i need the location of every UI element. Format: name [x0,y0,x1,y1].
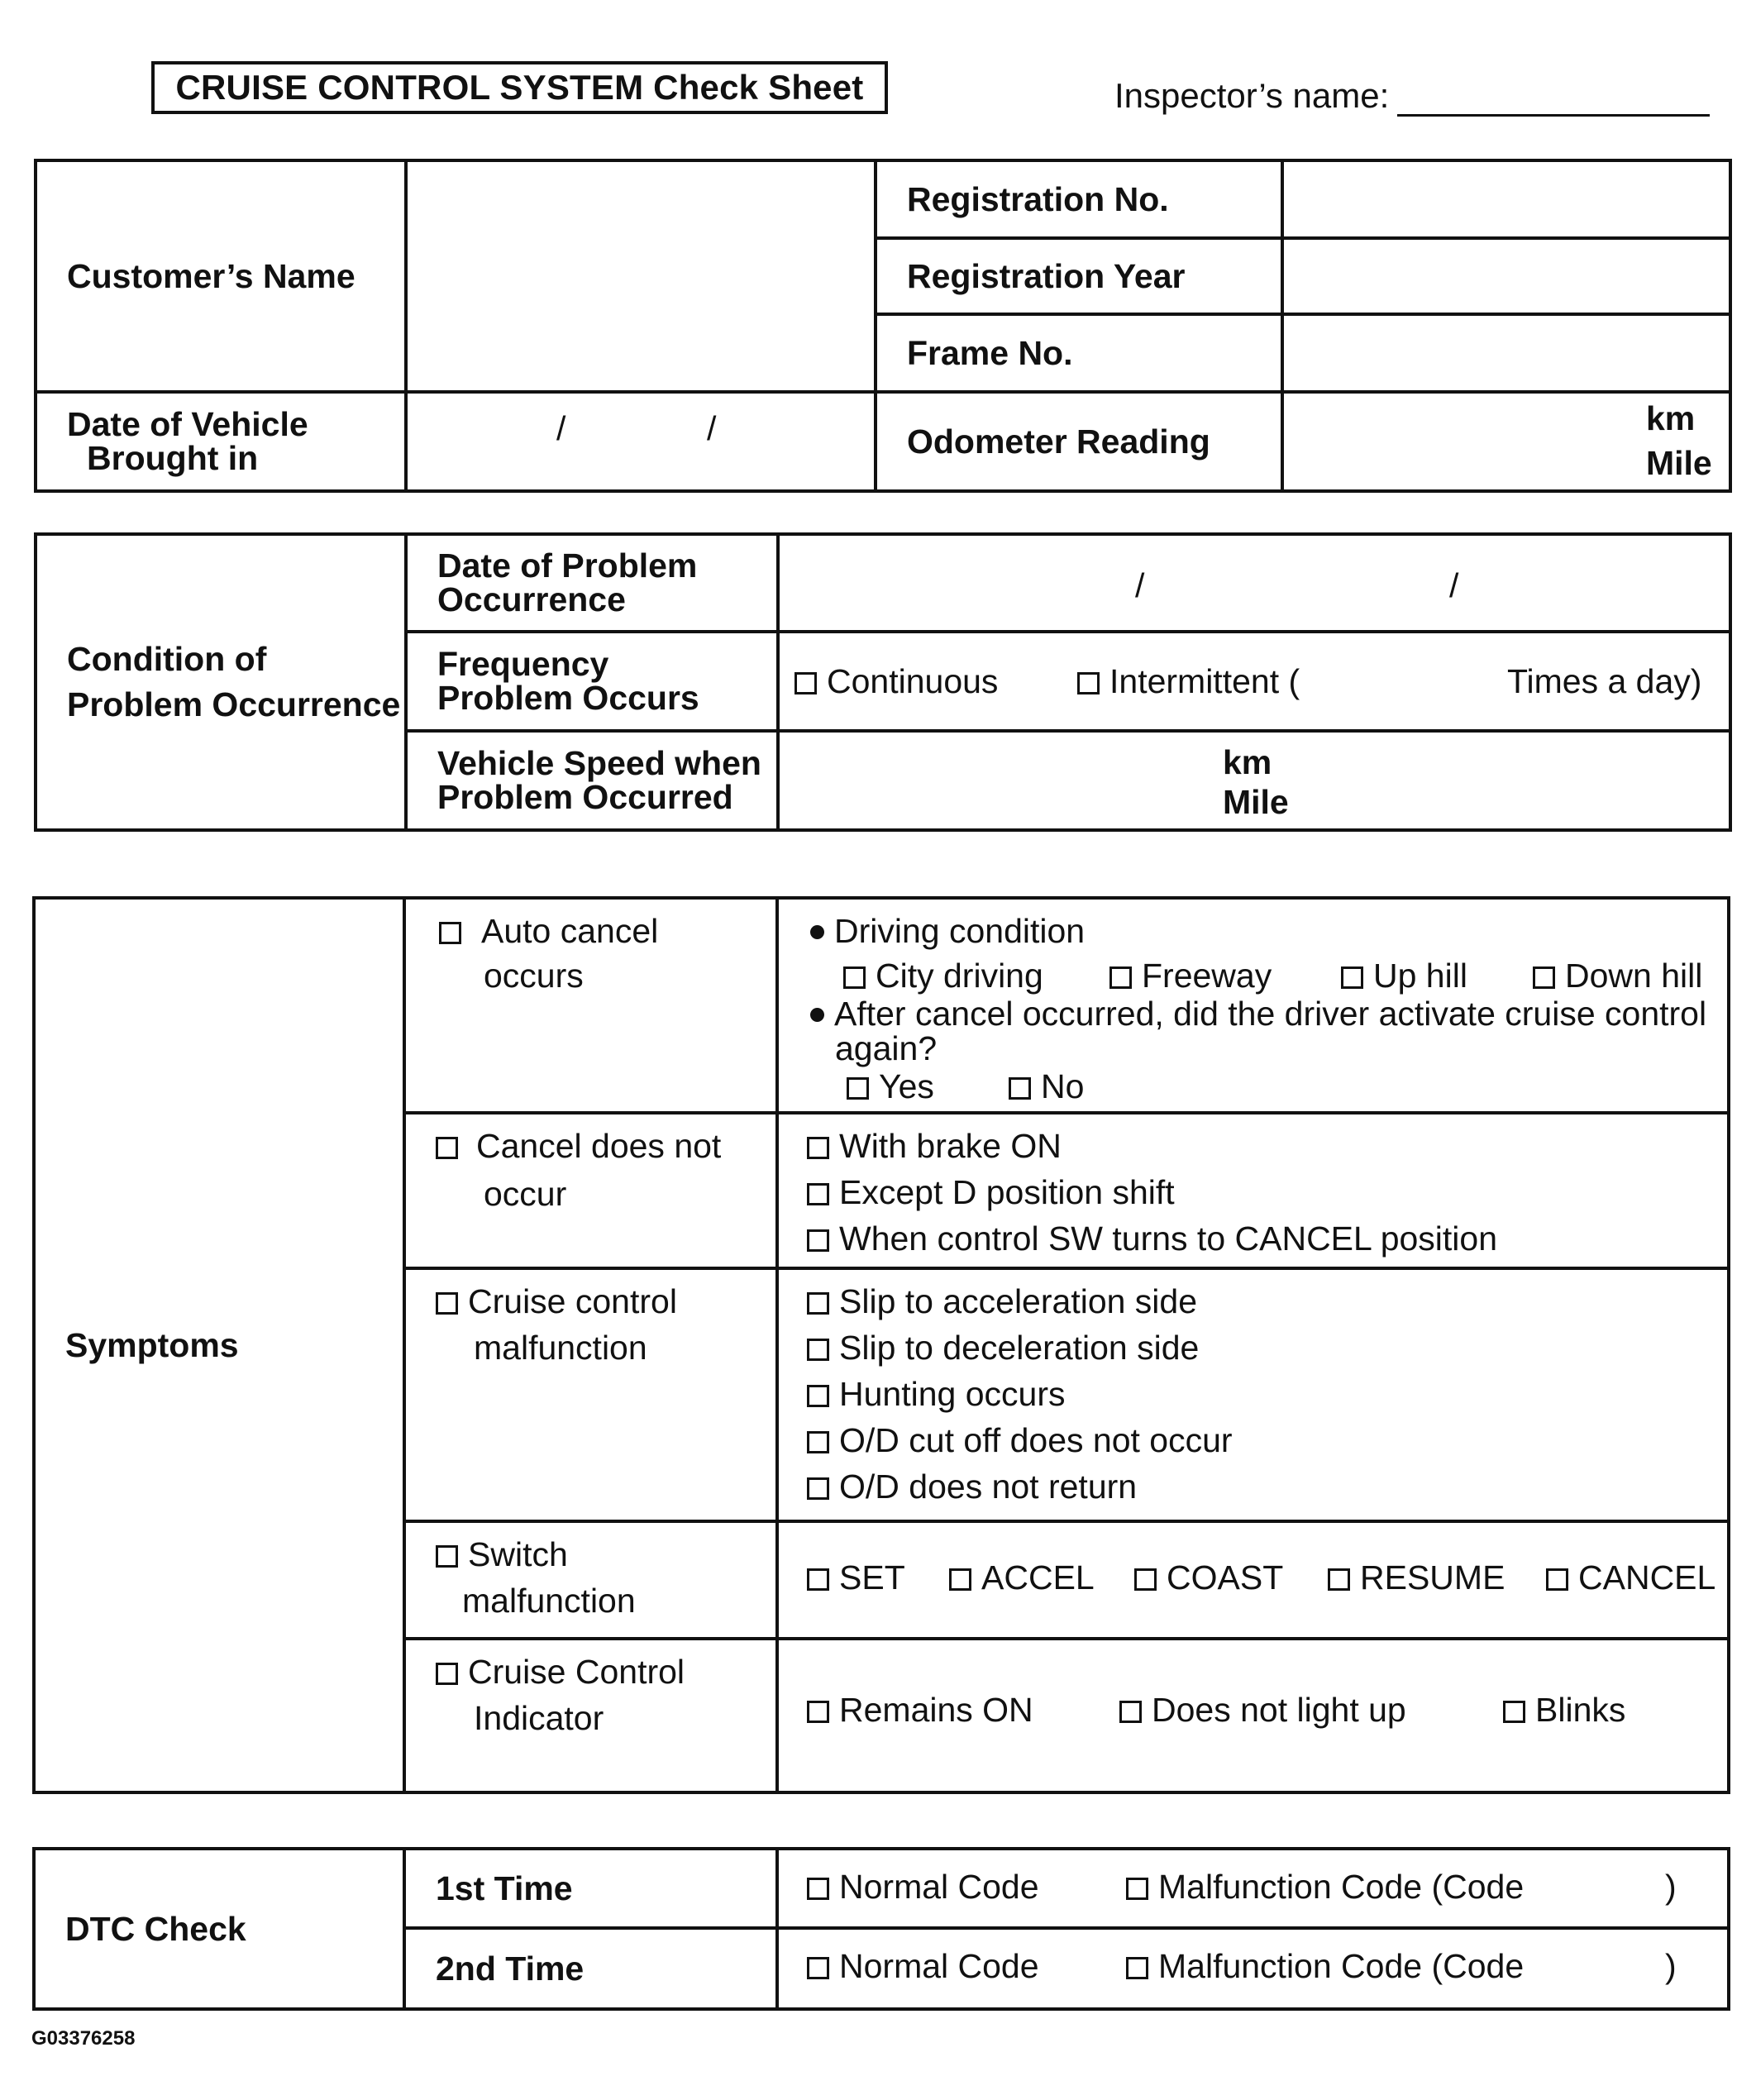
date-brought-label-line1: Date of Vehicle [67,405,308,443]
cruise-malfunction-cell [404,1268,777,1521]
except-d-position-option[interactable]: Except D position shift [807,1176,1175,1210]
checkbox[interactable] [1134,1568,1157,1591]
inspector-name-label: Inspector’s name: [1114,76,1390,115]
checkbox[interactable] [436,1137,458,1159]
condition-label-cell [36,534,406,830]
switch-options-cell [777,1521,1729,1639]
odometer-unit-km: km [1646,399,1696,437]
checkbox[interactable] [807,1878,829,1900]
checkbox[interactable] [436,1292,458,1315]
indicator-label-line2: Indicator [474,1699,604,1737]
frame-no-field[interactable] [1282,314,1730,392]
accel-option[interactable]: ACCEL [949,1561,1095,1595]
cruise-malfunction-label-line2: malfunction [474,1329,647,1367]
dtc-label-cell [34,1849,404,2009]
hunting-occurs-option[interactable]: Hunting occurs [807,1377,1065,1411]
customer-name-label-cell [36,160,406,392]
registration-year-label: Registration Year [907,256,1186,295]
driving-condition-label: Driving condition [810,914,1085,948]
switch-malfunction-cell [404,1521,777,1639]
second-time-options-cell [777,1928,1729,2009]
problem-date-field[interactable] [778,534,1730,632]
up-hill-option[interactable]: Up hill [1341,959,1467,993]
set-option[interactable]: SET [807,1561,905,1595]
sheet-title: CRUISE CONTROL SYSTEM Check Sheet [151,61,888,114]
cancel-option[interactable]: CANCEL [1546,1561,1715,1595]
checkbox[interactable] [807,1339,829,1361]
condition-label-line2: Problem Occurrence [67,685,401,723]
first-time-label-cell [404,1849,777,1928]
symptoms-table [32,896,1730,1794]
checkbox[interactable] [436,1545,458,1568]
cancel-not-occur-cell [404,1113,777,1268]
switch-malfunction-label-line2: malfunction [462,1582,636,1620]
odometer-label: Odometer Reading [907,422,1210,461]
auto-cancel-option[interactable]: Auto cancel [439,914,658,948]
registration-no-field[interactable] [1282,160,1730,238]
inspector-name-field[interactable] [1397,114,1710,117]
frequency-label-line2: Problem Occurs [437,679,699,717]
freeway-option[interactable]: Freeway [1109,959,1272,993]
frame-no-label: Frame No. [907,333,1073,372]
dtc-check-table [32,1847,1730,2011]
problem-date-label-line1: Date of Problem [437,546,698,585]
condition-table [34,532,1732,832]
second-time-label-cell [404,1928,777,2009]
checkbox[interactable] [847,1077,869,1100]
registration-year-field[interactable] [1282,238,1730,314]
symptoms-label: Symptoms [65,1325,239,1364]
auto-cancel-label-line2: occurs [484,957,584,995]
speed-label-line2: Problem Occurred [437,778,733,816]
customer-name-field[interactable] [406,160,876,392]
dtc-check-label: DTC Check [65,1909,246,1948]
second-time-label: 2nd Time [436,1949,585,1988]
bullet-icon [810,925,824,939]
bullet-icon [810,1008,824,1022]
checkbox[interactable] [807,1431,829,1453]
checkbox[interactable] [1126,1878,1148,1900]
intermittent-option[interactable]: Intermittent ( [1077,665,1300,699]
coast-option[interactable]: COAST [1134,1561,1283,1595]
times-a-day-label: Times a day) [1507,662,1702,700]
checkbox[interactable] [1109,966,1132,989]
indicator-options-cell [777,1639,1729,1792]
slip-deceleration-option[interactable]: Slip to deceleration side [807,1331,1199,1365]
speed-unit-mile: Mile [1223,783,1289,821]
second-malfunction-code-option[interactable]: Malfunction Code (Code [1126,1950,1524,1983]
close-paren: ) [1665,1947,1677,1985]
checkbox[interactable] [1077,672,1100,694]
frame-no-label-cell [876,314,1282,392]
odometer-unit-mile: Mile [1646,444,1712,482]
switch-malfunction-option[interactable]: Switch [436,1538,568,1572]
indicator-option[interactable]: Cruise Control [436,1655,685,1689]
registration-year-label-cell [876,238,1282,314]
checkbox[interactable] [843,966,866,989]
checkbox[interactable] [1341,966,1363,989]
reactivate-question-line2: again? [835,1029,938,1067]
does-not-light-up-option[interactable]: Does not light up [1119,1693,1406,1727]
first-time-label: 1st Time [436,1869,573,1907]
frequency-options-cell [778,632,1730,731]
speed-label-line1: Vehicle Speed when [437,744,761,782]
odometer-label-cell [876,392,1282,491]
yes-option[interactable]: Yes [847,1070,934,1104]
no-option[interactable]: No [1009,1070,1084,1104]
checkbox[interactable] [1546,1568,1568,1591]
vehicle-info-table [34,159,1732,493]
first-time-options-cell [777,1849,1729,1928]
registration-no-label: Registration No. [907,179,1169,218]
symptoms-label-cell [34,898,404,1792]
continuous-option[interactable]: Continuous [794,665,998,699]
checkbox[interactable] [807,1183,829,1205]
speed-label-cell [406,731,778,830]
indicator-cell [404,1639,777,1792]
date-brought-field[interactable] [406,392,876,491]
blinks-option[interactable]: Blinks [1503,1693,1625,1727]
down-hill-option[interactable]: Down hill [1533,959,1702,993]
cruise-malfunction-option[interactable]: Cruise control [436,1285,677,1319]
cancel-not-occur-label-line2: occur [484,1175,567,1213]
registration-no-label-cell [876,160,1282,238]
date-separator: / [556,409,566,447]
checkbox[interactable] [794,672,817,694]
checkbox[interactable] [1533,966,1555,989]
customer-name-label: Customer’s Name [67,256,355,295]
date-brought-label-line2: Brought in [87,439,259,477]
frequency-label-line1: Frequency [437,645,609,683]
checkbox[interactable] [807,1477,829,1500]
checkbox[interactable] [807,1701,829,1723]
remains-on-option[interactable]: Remains ON [807,1693,1033,1727]
reactivate-question: After cancel occurred, did the driver activate cruise control [810,997,1706,1031]
checkbox[interactable] [1119,1701,1142,1723]
city-driving-option[interactable]: City driving [843,959,1043,993]
resume-option[interactable]: RESUME [1328,1561,1505,1595]
figure-id: G03376258 [31,2027,136,2050]
checkbox[interactable] [807,1137,829,1159]
odometer-field[interactable] [1282,392,1730,491]
cancel-not-occur-option[interactable]: Cancel does not [436,1129,721,1163]
checkbox[interactable] [1328,1568,1350,1591]
date-brought-label-cell [36,392,406,491]
speed-unit-km: km [1223,743,1272,781]
date-separator: / [1135,566,1145,604]
checkbox[interactable] [1009,1077,1031,1100]
checkbox[interactable] [807,1385,829,1407]
close-paren: ) [1665,1868,1677,1906]
auto-cancel-cell [404,898,777,1113]
with-brake-on-option[interactable]: With brake ON [807,1129,1062,1163]
checkbox[interactable] [807,1568,829,1591]
speed-field[interactable] [778,731,1730,830]
od-not-return-option[interactable]: O/D does not return [807,1470,1137,1504]
frequency-label-cell [406,632,778,731]
slip-acceleration-option[interactable]: Slip to acceleration side [807,1285,1197,1319]
checkbox[interactable] [949,1568,971,1591]
checkbox[interactable] [439,922,461,944]
auto-cancel-details-cell [777,898,1729,1113]
second-normal-code-option[interactable]: Normal Code [807,1950,1039,1983]
checkbox[interactable] [807,1229,829,1252]
condition-label-line1: Condition of [67,640,267,678]
checkbox[interactable] [1126,1957,1148,1979]
date-separator: / [1449,566,1459,604]
checkbox[interactable] [436,1663,458,1685]
first-normal-code-option[interactable]: Normal Code [807,1870,1039,1904]
checkbox[interactable] [807,1957,829,1979]
cancel-not-occur-details-cell [777,1113,1729,1268]
checkbox[interactable] [1503,1701,1525,1723]
date-separator: / [707,409,717,447]
problem-date-label-cell [406,534,778,632]
od-cut-off-option[interactable]: O/D cut off does not occur [807,1424,1233,1458]
control-sw-cancel-option[interactable]: When control SW turns to CANCEL position [807,1222,1497,1256]
checkbox[interactable] [807,1292,829,1315]
first-malfunction-code-option[interactable]: Malfunction Code (Code [1126,1870,1524,1904]
cruise-malfunction-details-cell [777,1268,1729,1521]
problem-date-label-line2: Occurrence [437,580,626,618]
